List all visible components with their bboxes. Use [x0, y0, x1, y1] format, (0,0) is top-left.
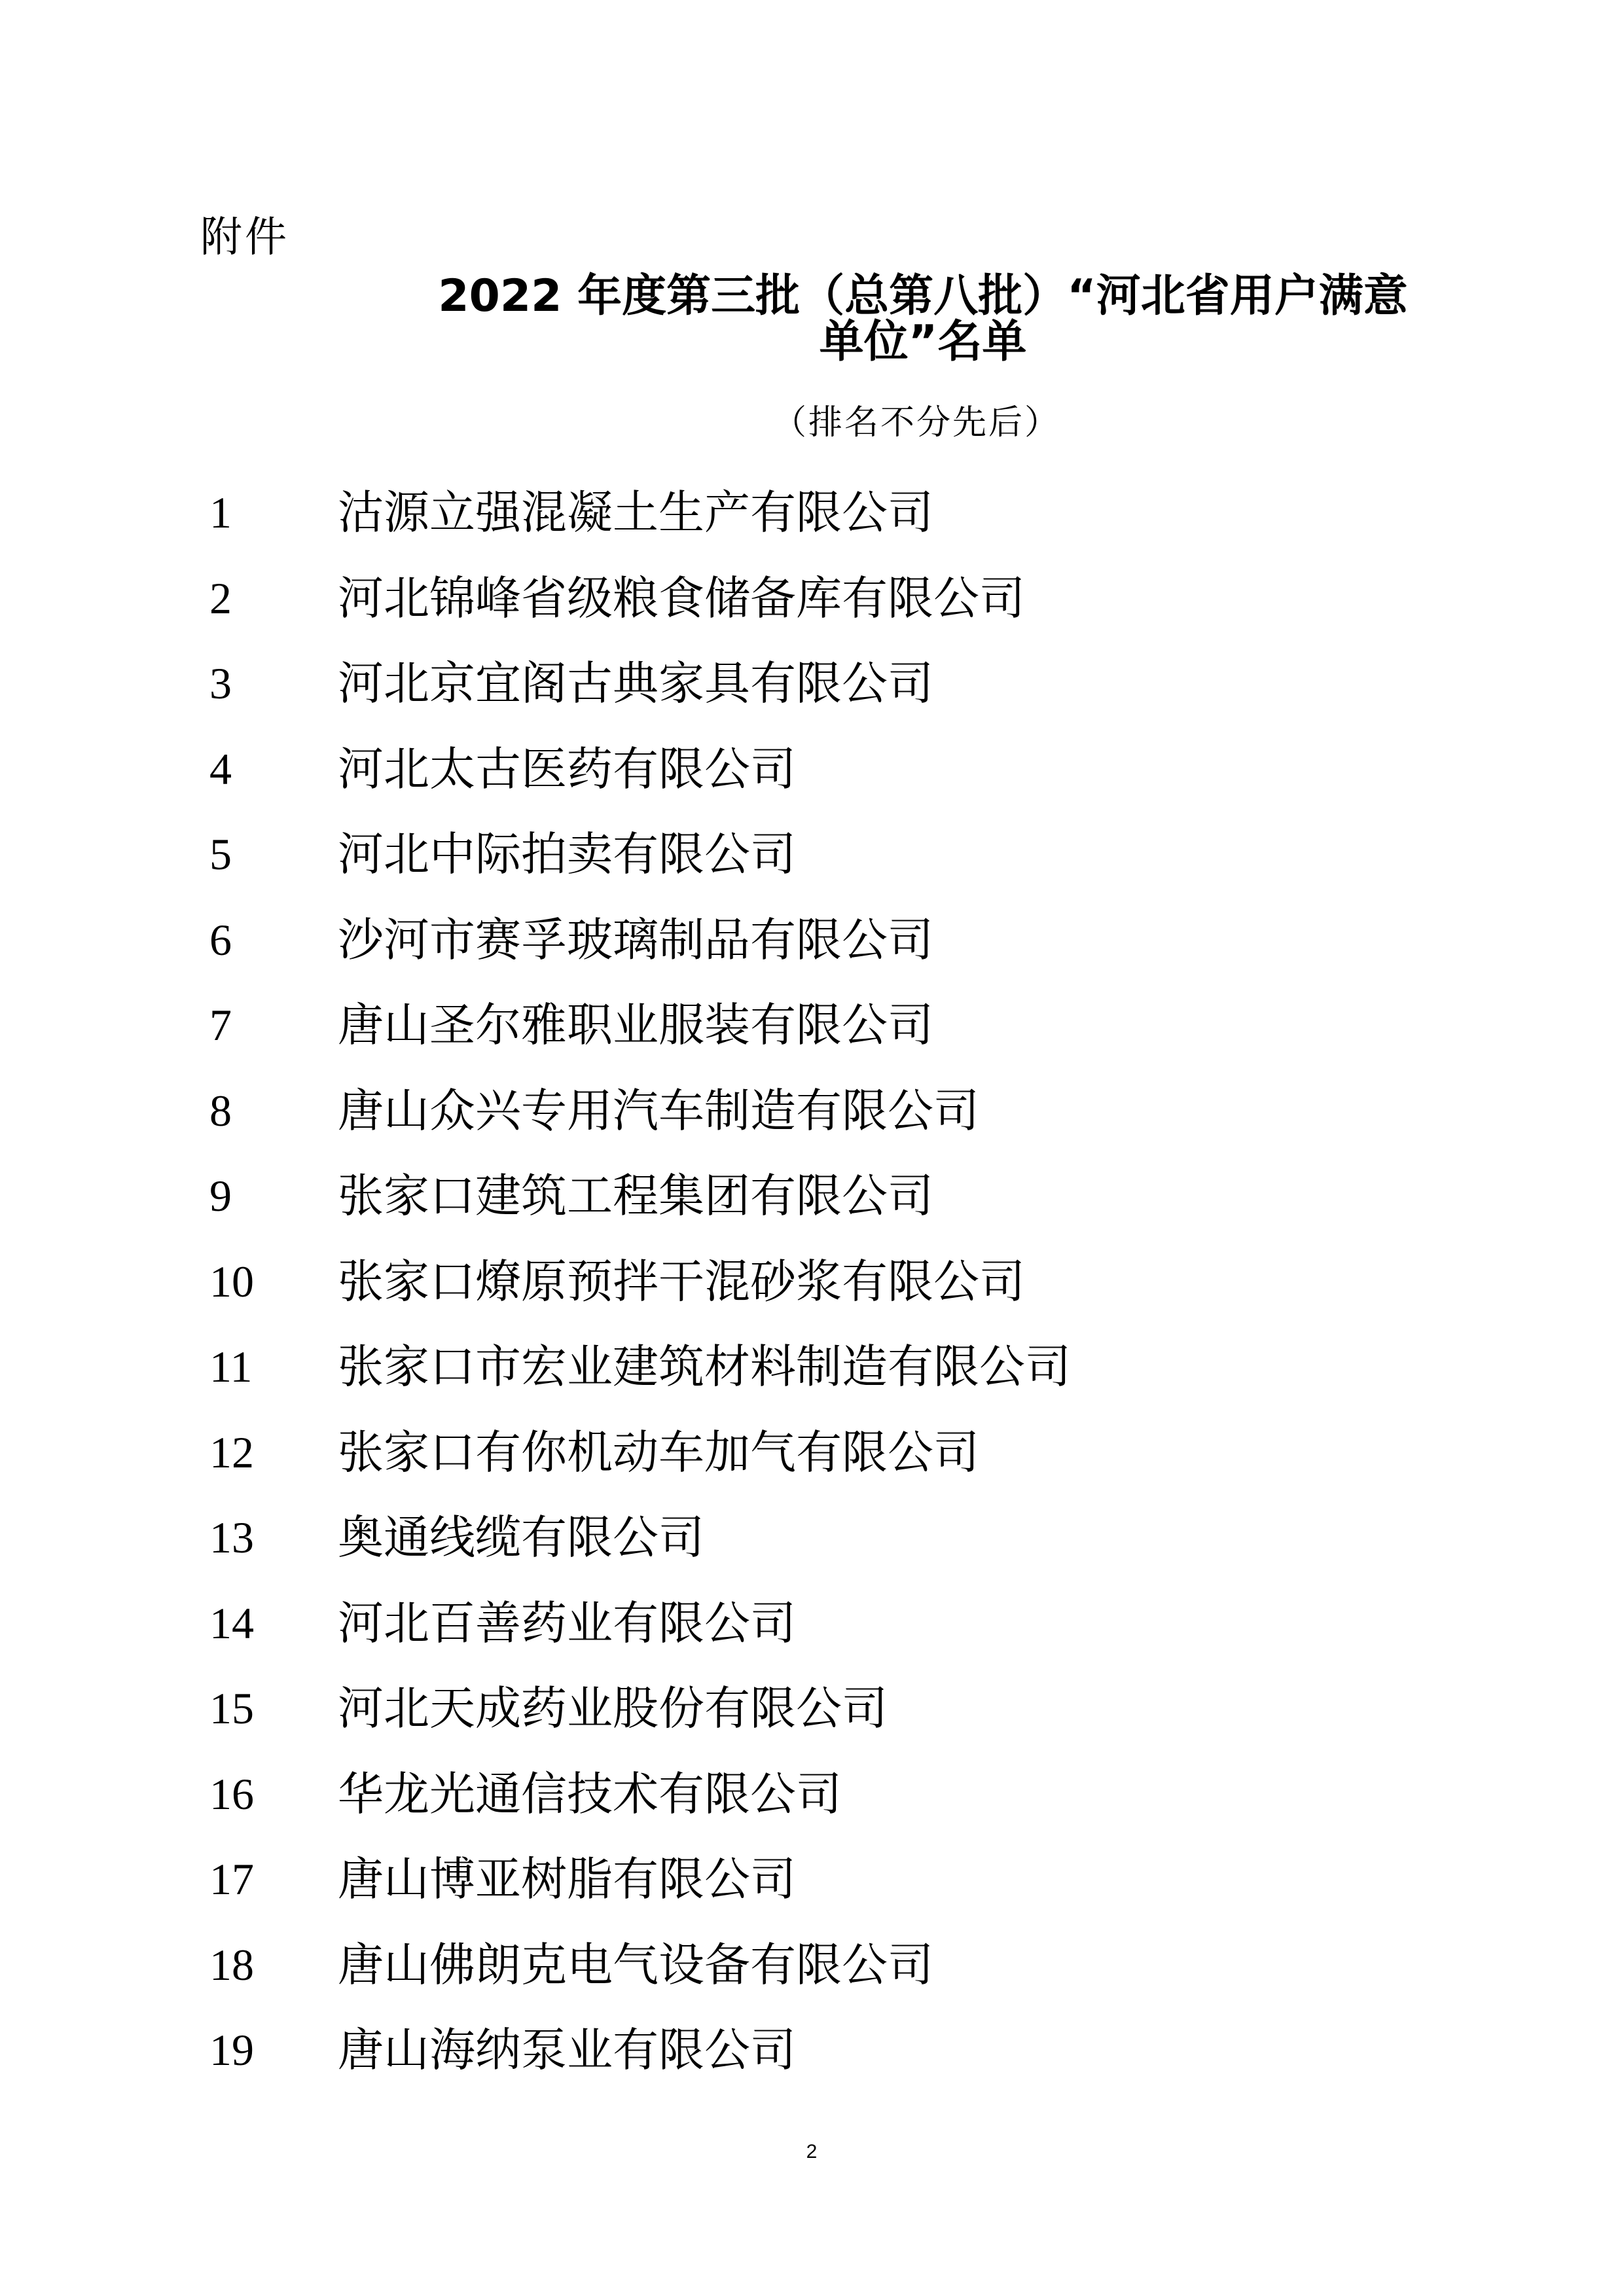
list-item — [209, 1153, 1519, 1239]
company-list — [209, 470, 1519, 2093]
list-item-number: 13 — [209, 1513, 254, 1563]
list-item-number: 11 — [209, 1342, 253, 1392]
list-item-company-name: 唐山博亚树脂有限公司 — [338, 1852, 796, 1907]
list-item-company-name: 张家口市宏业建筑材料制造有限公司 — [338, 1340, 1071, 1394]
list-item — [209, 1922, 1519, 2008]
list-item-company-name: 河北中际拍卖有限公司 — [338, 827, 796, 882]
list-item-company-name: 唐山众兴专用汽车制造有限公司 — [338, 1083, 979, 1138]
list-item — [209, 470, 1519, 556]
list-item-number: 10 — [209, 1256, 254, 1306]
list-item-number: 6 — [209, 914, 232, 965]
attachment-label: 附件 — [200, 213, 289, 262]
list-item — [209, 1837, 1519, 1922]
list-item-number: 8 — [209, 1085, 232, 1136]
page-number: 2 — [806, 2141, 818, 2162]
list-item-company-name: 沙河市赛孚玻璃制品有限公司 — [338, 912, 933, 967]
list-item-company-name: 张家口建筑工程集团有限公司 — [338, 1169, 933, 1223]
list-item-company-name: 沽源立强混凝土生产有限公司 — [338, 486, 933, 540]
list-item — [209, 897, 1519, 983]
list-item — [209, 1495, 1519, 1581]
list-item — [209, 1581, 1519, 1666]
list-item — [209, 1751, 1519, 1837]
list-item-number: 18 — [209, 1939, 254, 1990]
document-subtitle: （排名不分先后） — [772, 403, 1060, 442]
list-item-company-name: 河北百善药业有限公司 — [338, 1596, 796, 1650]
list-item — [209, 982, 1519, 1068]
list-item — [209, 1410, 1519, 1496]
list-item-number: 14 — [209, 1598, 254, 1648]
list-item-number: 12 — [209, 1427, 254, 1477]
list-item-company-name: 唐山圣尔雅职业服装有限公司 — [338, 998, 933, 1052]
list-item-company-name: 奥通线缆有限公司 — [338, 1511, 704, 1565]
document-title — [367, 270, 1479, 368]
list-item-company-name: 河北锦峰省级粮食储备库有限公司 — [338, 571, 1025, 625]
list-item — [209, 1068, 1519, 1154]
list-item-number: 5 — [209, 829, 232, 880]
list-item — [209, 812, 1519, 897]
list-item — [209, 1239, 1519, 1325]
list-item-number: 3 — [209, 658, 232, 709]
list-item-number: 19 — [209, 2025, 254, 2075]
list-item-company-name: 河北太古医药有限公司 — [338, 742, 796, 796]
list-item-company-name: 唐山佛朗克电气设备有限公司 — [338, 1937, 933, 1992]
list-item-number: 7 — [209, 1000, 232, 1050]
list-item-number: 17 — [209, 1854, 254, 1905]
list-item-number: 15 — [209, 1683, 254, 1734]
list-item-company-name: 河北天成药业股份有限公司 — [338, 1681, 888, 1736]
list-item-company-name: 河北京宜阁古典家具有限公司 — [338, 656, 933, 711]
list-item-company-name: 张家口有你机动车加气有限公司 — [338, 1425, 979, 1479]
list-item — [209, 2007, 1519, 2093]
list-item-company-name: 张家口燎原预拌干混砂浆有限公司 — [338, 1254, 1025, 1308]
list-item-number: 1 — [209, 488, 232, 538]
list-item-company-name: 华龙光通信技术有限公司 — [338, 1767, 842, 1821]
list-item — [209, 1666, 1519, 1751]
list-item — [209, 1324, 1519, 1410]
list-item-number: 9 — [209, 1171, 232, 1221]
list-item-number: 2 — [209, 573, 232, 623]
title-line-1: 2022 年度第三批（总第八批）“河北省用户满意 — [438, 270, 1408, 322]
list-item-number: 4 — [209, 744, 232, 794]
list-item — [209, 641, 1519, 726]
list-item-number: 16 — [209, 1768, 254, 1819]
list-item-company-name: 唐山海纳泵业有限公司 — [338, 2023, 796, 2077]
list-item — [209, 556, 1519, 641]
list-item — [209, 726, 1519, 812]
title-line-2: 单位”名单 — [819, 316, 1027, 368]
